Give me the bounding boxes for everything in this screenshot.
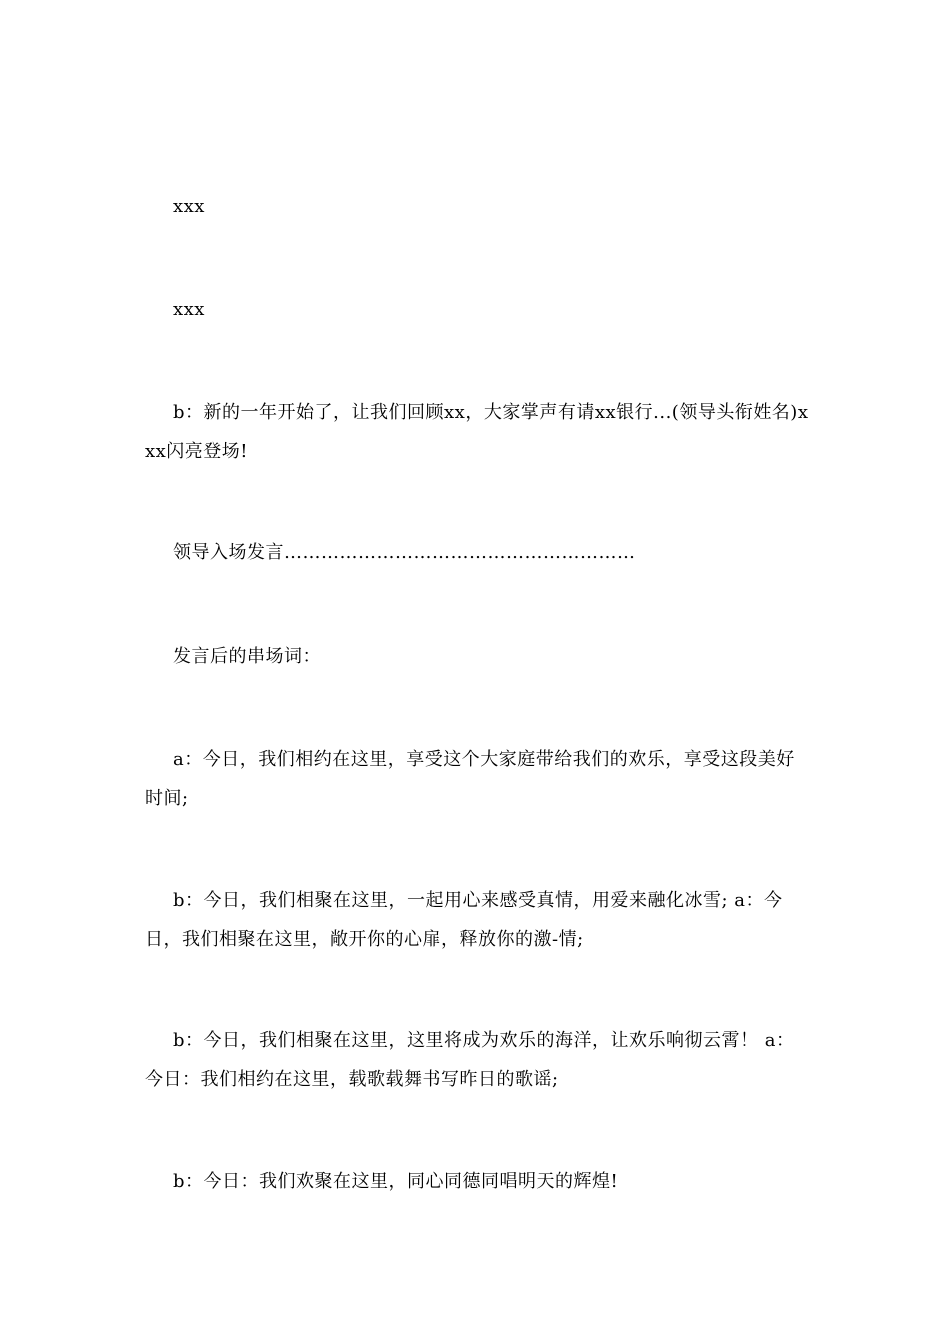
paragraph-6: a：今日，我们相约在这里，享受这个大家庭带给我们的欢乐，享受这段美好时间; [145,749,795,809]
paragraph-1: xxx [173,196,205,217]
paragraph-2: xxx [173,299,205,320]
paragraph-3: b：新的一年开始了，让我们回顾xx，大家掌声有请xx银行...(领导头衔姓名)xxx闪亮登场! [145,402,809,462]
paragraph-9: b：今日：我们欢聚在这里，同心同德同唱明天的辉煌! [173,1171,619,1192]
paragraph-8: b：今日，我们相聚在这里，这里将成为欢乐的海洋，让欢乐响彻云霄！ a：今日：我们相约在这里，载歌载舞书写昨日的歌谣; [145,1030,795,1090]
paragraph-5: 发言后的串场词： [173,646,321,667]
paragraph-4: 领导入场发言………………………………………………… [173,542,636,563]
paragraph-7: b：今日，我们相聚在这里，一起用心来感受真情，用爱来融化冰雪; a：今日，我们相聚在这里，敞开你的心扉，释放你的激-情; [145,890,783,950]
